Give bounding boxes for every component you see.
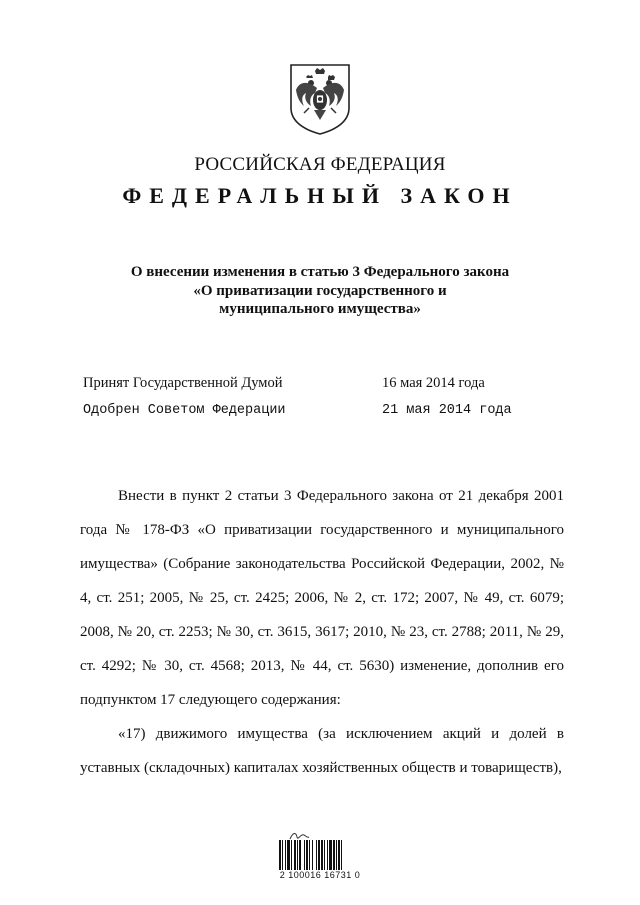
law-title-line: «О приватизации государственного и [193, 282, 447, 299]
body-paragraph: «17) движимого имущества (за исключением акций и долей в уставных (складочных) капиталах хозяйственных обществ и товариществ), [80, 726, 564, 776]
law-body [80, 479, 564, 785]
duma-adoption-label: Принят Государственной Думой [83, 375, 283, 391]
council-approval-label: Одобрен Советом Федерации [83, 403, 286, 418]
document-type: ФЕДЕРАЛЬНЫЙ ЗАКОН [122, 183, 518, 208]
council-approval-date: 21 мая 2014 года [382, 403, 512, 418]
country-name: РОССИЙСКАЯ ФЕДЕРАЦИЯ [194, 154, 446, 175]
barcode [279, 840, 364, 870]
law-title [100, 263, 540, 319]
body-paragraph: Внести в пункт 2 статьи 3 Федерального закона от 21 декабря 2001 года № 178-ФЗ «О приватизации государственного и муниципального имущества» (Собрание законодательства Российской Федерации, 2002, № 4, ст. 251; 2005, № 25, ст. 2425; 2006, № 2, ст. 172; 2007, № 49, ст. 6079; 2008, № 20, ст. 2253; № 30, ст. 3615, 3617; 2010, № 23, ст. 2788; 2011, № 29, ст. 4292; № 30, ст. 4568; 2013, № 44, ст. 5630) изменение, дополнив его подпунктом 17 следующего содержания: [80, 488, 564, 708]
duma-adoption-date: 16 мая 2014 года [382, 375, 485, 391]
law-title-line: О внесении изменения в статью 3 Федерального закона [130, 264, 510, 280]
double-headed-eagle-icon [287, 62, 353, 136]
barcode-number: 2 100016 16731 0 [279, 870, 361, 880]
law-title-line: муниципального имущества» [219, 301, 421, 317]
coat-of-arms-emblem [287, 62, 353, 136]
